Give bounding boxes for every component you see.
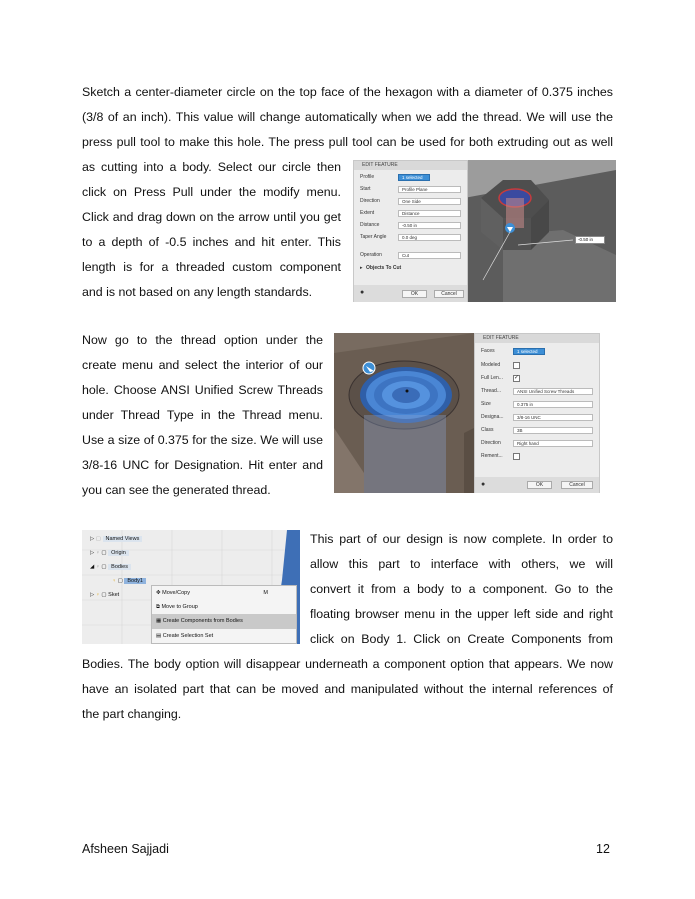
- row-value[interactable]: Profile Plane: [398, 186, 461, 193]
- remember-row[interactable]: [479, 452, 595, 461]
- row-label: Extent: [360, 210, 375, 216]
- row-label: Taper Angle: [360, 234, 387, 240]
- row-value[interactable]: ANSI Unified Screw Threads: [513, 388, 593, 395]
- footer-author: Afsheen Sajjadi: [82, 842, 169, 856]
- row-label: Objects To Cut: [366, 265, 402, 271]
- designation-row[interactable]: [479, 413, 595, 422]
- lightbulb-icon: ♀: [95, 550, 100, 556]
- modeled-checkbox[interactable]: [513, 362, 520, 369]
- chevron-right-icon: ▸: [360, 265, 363, 271]
- menu-item-move-copy[interactable]: [152, 586, 296, 600]
- tree-label: Origin: [108, 550, 129, 556]
- row-label: Profile: [360, 174, 375, 180]
- lightbulb-icon: ♀: [95, 592, 100, 598]
- move-icon: ✥: [156, 590, 161, 596]
- tree-label: Named Views: [103, 536, 143, 542]
- cancel-button[interactable]: Cancel: [561, 481, 593, 489]
- row-value[interactable]: 0.0 deg: [398, 234, 461, 241]
- direction-row[interactable]: [358, 197, 463, 206]
- taper-angle-row[interactable]: [358, 233, 463, 242]
- lightbulb-icon: ▢: [95, 536, 101, 542]
- modeled-row[interactable]: [479, 361, 595, 370]
- cancel-button[interactable]: Cancel: [434, 290, 464, 298]
- row-value[interactable]: Cut: [398, 252, 461, 259]
- tree-item-bodies[interactable]: ◢ ♀ ▢ Bodies: [90, 560, 146, 574]
- distance-row[interactable]: [358, 221, 463, 230]
- distance-input[interactable]: -0.50 in: [575, 236, 605, 244]
- tree-item-sketches[interactable]: ▷ ♀ ▢ Sket: [90, 592, 120, 598]
- lightbulb-icon: ♀: [112, 578, 117, 584]
- info-icon: ●: [481, 481, 486, 488]
- p3-line: convert it from a body to a component. Go to the: [310, 582, 613, 596]
- panel-title: EDIT FEATURE: [354, 161, 467, 170]
- row-label: Designa...: [481, 414, 504, 420]
- press-pull-screenshot: [353, 160, 616, 302]
- remember-checkbox[interactable]: [513, 453, 520, 460]
- menu-item-create-selection-set[interactable]: [152, 629, 296, 643]
- objects-to-cut-row[interactable]: [358, 264, 463, 273]
- p2-line: 3/8-16 UNC for Designation. Hit enter and: [82, 458, 323, 472]
- p1-line: press pull tool to make this hole. The press pull tool can be used for both extruding out as well: [82, 135, 613, 149]
- tree-label: Body1: [124, 578, 146, 584]
- p1-line: (3/8 of an inch). This value will change automatically when we add the thread. We will use the: [82, 110, 613, 124]
- row-label: Start: [360, 186, 371, 192]
- thread-edit-feature-panel: [474, 333, 600, 493]
- p2-line: create menu and select the interior of our: [82, 358, 323, 372]
- paragraph-2: [82, 328, 323, 503]
- faces-row[interactable]: [479, 347, 595, 356]
- paragraph-3-full: [82, 652, 613, 727]
- p3-line: have an isolated part that can be moved and manipulated without the internal references of: [82, 682, 613, 696]
- ok-button[interactable]: OK: [402, 290, 427, 298]
- p2-line: Use a size of 0.375 for the size. We will use: [82, 433, 323, 447]
- row-value[interactable]: Right hand: [513, 440, 593, 447]
- thread-screenshot: [334, 333, 600, 493]
- row-label: Full Len...: [481, 375, 503, 381]
- row-value[interactable]: Distance: [398, 210, 461, 217]
- p2-line: under Thread Type in the Thread menu.: [82, 408, 323, 422]
- menu-shortcut: M: [263, 590, 268, 596]
- tree-label: Sket: [108, 592, 120, 598]
- direction-row[interactable]: [479, 439, 595, 448]
- p3-line: allow this part to interface with others, we will: [310, 557, 613, 571]
- browser-context-menu-screenshot: [82, 530, 300, 644]
- row-label: Direction: [360, 198, 380, 204]
- row-label: Rement...: [481, 453, 503, 459]
- p1-line: as cutting into a body. Select our circle then: [82, 160, 341, 174]
- row-value[interactable]: 3/8-16 UNC: [513, 414, 593, 421]
- row-label: Distance: [360, 222, 380, 228]
- p1-line: to a depth of -0.5 inches and hit enter. This: [82, 235, 341, 249]
- row-label: Faces: [481, 348, 495, 354]
- row-label: Class: [481, 427, 494, 433]
- row-value[interactable]: -0.50 in: [398, 222, 461, 229]
- p3-line: floating browser menu in the upper left side and right: [310, 607, 613, 621]
- panel-title: EDIT FEATURE: [475, 334, 599, 343]
- p3-line: click on Body 1. Click on Create Components from: [310, 632, 613, 646]
- browser-tree: [90, 532, 146, 602]
- p1-line: Sketch a center-diameter circle on the top face of the hexagon with a diameter of 0.375 inches: [82, 85, 613, 99]
- full-length-checkbox[interactable]: ✓: [514, 375, 520, 381]
- p1-line: length is for a threaded custom component: [82, 260, 341, 274]
- p2-line: hole. Choose ANSI Unified Screw Threads: [82, 383, 323, 397]
- size-row[interactable]: [479, 400, 595, 409]
- context-menu: [151, 585, 297, 644]
- components-icon: ▦: [156, 618, 162, 624]
- panel-footer: [475, 477, 599, 493]
- start-row[interactable]: [358, 185, 463, 194]
- p2-line: you can see the generated thread.: [82, 483, 271, 497]
- row-label: Direction: [481, 440, 501, 446]
- row-label: Thread...: [481, 388, 502, 394]
- panel-footer: [354, 285, 467, 302]
- lightbulb-icon: ♀: [95, 564, 100, 570]
- profile-row[interactable]: [358, 173, 463, 182]
- selection-set-icon: ▤: [156, 633, 162, 639]
- group-icon: ⧉: [156, 604, 160, 610]
- p1-line: click on Press Pull under the modify menu.: [82, 185, 341, 199]
- menu-label: Create Selection Set: [162, 633, 214, 639]
- thread-type-row[interactable]: [479, 387, 595, 396]
- row-label: Operation: [360, 252, 382, 258]
- operation-row[interactable]: [358, 251, 463, 260]
- extent-row[interactable]: [358, 209, 463, 218]
- paragraph-3: [310, 527, 613, 652]
- row-value[interactable]: One Side: [398, 198, 461, 205]
- p1-line: Click and drag down on the arrow until you get: [82, 210, 341, 224]
- row-value[interactable]: 3B: [513, 427, 593, 434]
- paragraph-1-wrap: [82, 155, 341, 305]
- p3-line: Bodies. The body option will disappear underneath a component option that appears. We now: [82, 657, 613, 671]
- menu-item-move-to-group[interactable]: [152, 600, 296, 614]
- row-label: Size: [481, 401, 491, 407]
- page-number: 12: [596, 842, 610, 856]
- full-length-row[interactable]: [479, 374, 595, 383]
- class-row[interactable]: [479, 426, 595, 435]
- menu-label: Move to Group: [161, 604, 198, 610]
- menu-label: Create Components from Bodies: [162, 618, 243, 624]
- paragraph-1: [82, 80, 613, 155]
- row-value[interactable]: 0.375 in: [513, 401, 593, 408]
- p1-line: and is not based on any length standards.: [82, 285, 313, 299]
- p3-line: This part of our design is now complete. In order to: [310, 532, 613, 546]
- menu-item-create-components[interactable]: [152, 614, 296, 629]
- info-icon: ●: [360, 289, 365, 296]
- ok-button[interactable]: OK: [527, 481, 552, 489]
- tree-item-origin[interactable]: ▷ ♀ ▢ Origin: [90, 546, 146, 560]
- edit-feature-panel: [353, 160, 468, 302]
- p2-line: Now go to the thread option under the: [82, 333, 323, 347]
- tree-item-body1[interactable]: ♀ ▢ Body1: [90, 574, 146, 588]
- row-label: Modeled: [481, 362, 501, 368]
- tree-item-named-views[interactable]: ▷ ▢ Named Views: [90, 532, 146, 546]
- tree-label: Bodies: [108, 564, 131, 570]
- p3-line: the part changing.: [82, 707, 182, 721]
- row-value[interactable]: 1 selected: [398, 174, 430, 181]
- row-value[interactable]: 1 selected: [513, 348, 545, 355]
- menu-label: Move/Copy: [162, 590, 190, 596]
